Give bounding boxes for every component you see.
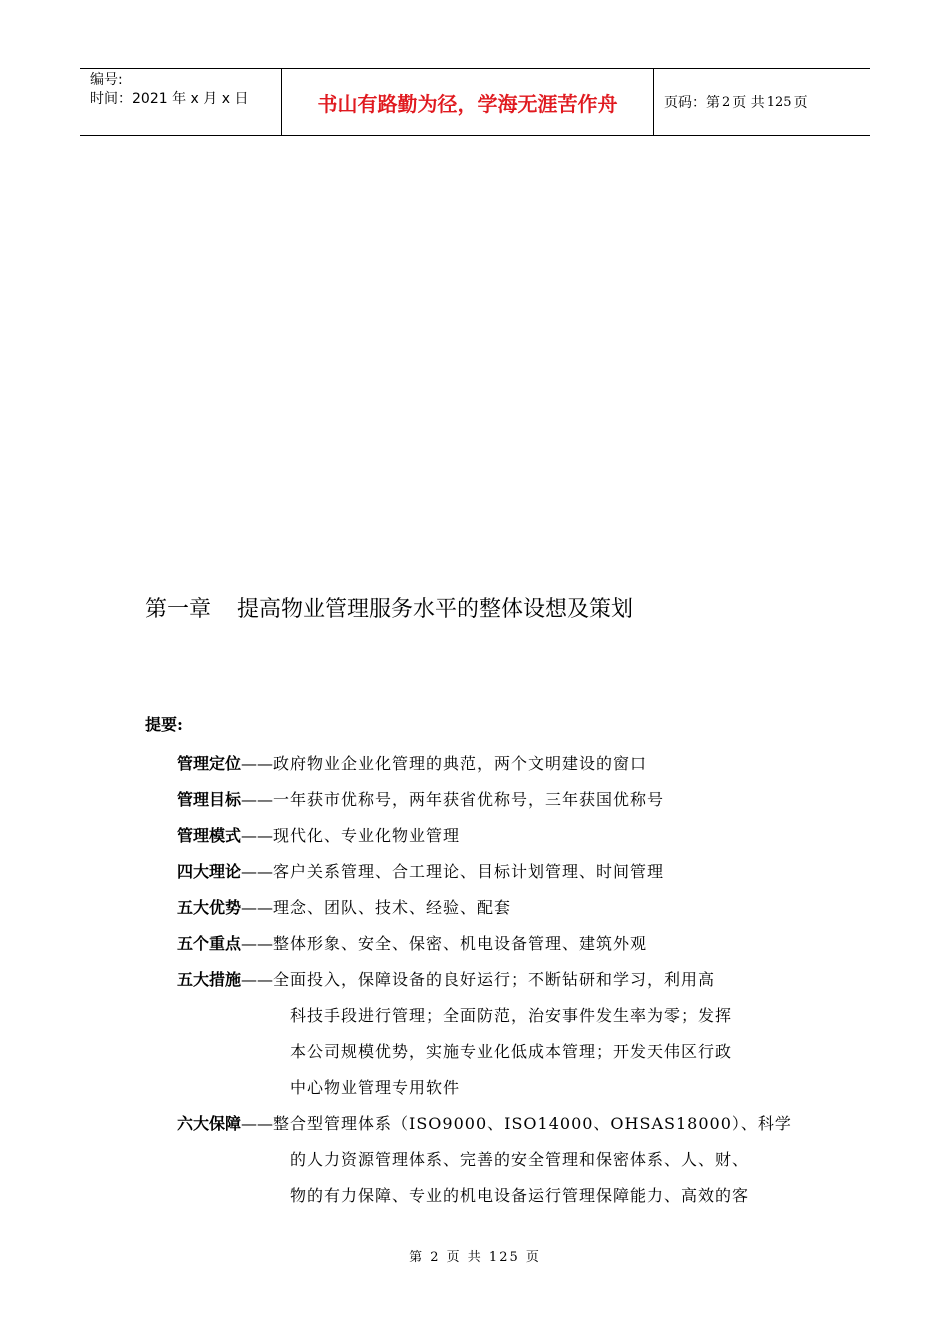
page-footer: 第 2 页 共 125 页 xyxy=(409,1250,541,1265)
list-item xyxy=(177,746,817,782)
item-desc: 整体形象、安全、保密、机电设备管理、建筑外观 xyxy=(273,934,648,953)
item-term: 五大措施 xyxy=(177,970,242,989)
item-term: 五大优势 xyxy=(177,898,242,917)
document-number-label: 编号: xyxy=(90,72,123,88)
page-prefix: 页码：第 xyxy=(664,95,720,111)
page-current: 2 xyxy=(722,94,731,110)
document-time-label: 时间：2021 年 x 月 x 日 xyxy=(90,91,249,107)
page-header xyxy=(80,68,870,136)
item-term: 四大理论 xyxy=(177,862,242,881)
item-term: 管理定位 xyxy=(177,754,242,773)
item-dash: —— xyxy=(241,754,274,773)
item-desc-line: 本公司规模优势，实施专业化低成本管理；开发天伟区行政 xyxy=(290,1042,733,1061)
list-item-measures xyxy=(177,962,817,1106)
item-desc: 现代化、专业化物业管理 xyxy=(273,826,461,845)
item-dash: —— xyxy=(241,970,274,989)
item-desc: 理念、团队、技术、经验、配套 xyxy=(273,898,512,917)
header-page-info xyxy=(654,69,870,135)
item-desc-line: 中心物业管理专用软件 xyxy=(290,1078,461,1097)
item-dash: —— xyxy=(241,934,274,953)
page-total: 125 xyxy=(766,94,792,110)
summary-label: 提要: xyxy=(145,715,183,734)
page-mid: 页 共 xyxy=(732,95,765,111)
item-dash: —— xyxy=(241,1114,274,1133)
item-term: 管理模式 xyxy=(177,826,242,845)
chapter-number: 第一章 xyxy=(145,597,212,622)
header-motto: 书山有路勤为径，学海无涯苦作舟 xyxy=(281,69,654,135)
item-desc-line: 的人力资源管理体系、完善的安全管理和保密体系、人、财、 xyxy=(290,1150,750,1169)
page-suffix: 页 xyxy=(793,95,808,111)
list-item xyxy=(177,854,817,890)
item-desc: 全面投入，保障设备的良好运行；不断钻研和学习，利用高 xyxy=(273,970,716,989)
item-dash: —— xyxy=(241,898,274,917)
item-term: 五个重点 xyxy=(177,934,242,953)
list-item xyxy=(177,890,817,926)
item-desc: 政府物业企业化管理的典范，两个文明建设的窗口 xyxy=(273,754,648,773)
list-item xyxy=(177,926,817,962)
item-desc-line: 物的有力保障、专业的机电设备运行管理保障能力、高效的客 xyxy=(290,1186,750,1205)
summary-list xyxy=(177,746,817,1214)
item-dash: —— xyxy=(241,826,274,845)
item-desc-line: 科技手段进行管理；全面防范，治安事件发生率为零；发挥 xyxy=(290,1006,733,1025)
item-dash: —— xyxy=(241,862,274,881)
item-desc: 客户关系管理、合工理论、目标计划管理、时间管理 xyxy=(273,862,665,881)
item-dash: —— xyxy=(241,790,274,809)
list-item xyxy=(177,782,817,818)
list-item xyxy=(177,818,817,854)
list-item-guarantees xyxy=(177,1106,817,1214)
item-term: 管理目标 xyxy=(177,790,242,809)
header-meta xyxy=(80,69,281,135)
item-term: 六大保障 xyxy=(177,1114,242,1133)
item-desc: 整合型管理体系（ISO9000、ISO14000、OHSAS18000）、科学 xyxy=(273,1114,792,1133)
chapter-title xyxy=(145,592,633,623)
chapter-heading: 提高物业管理服务水平的整体设想及策划 xyxy=(237,597,634,622)
item-desc: 一年获市优称号，两年获省优称号，三年获国优称号 xyxy=(273,790,665,809)
